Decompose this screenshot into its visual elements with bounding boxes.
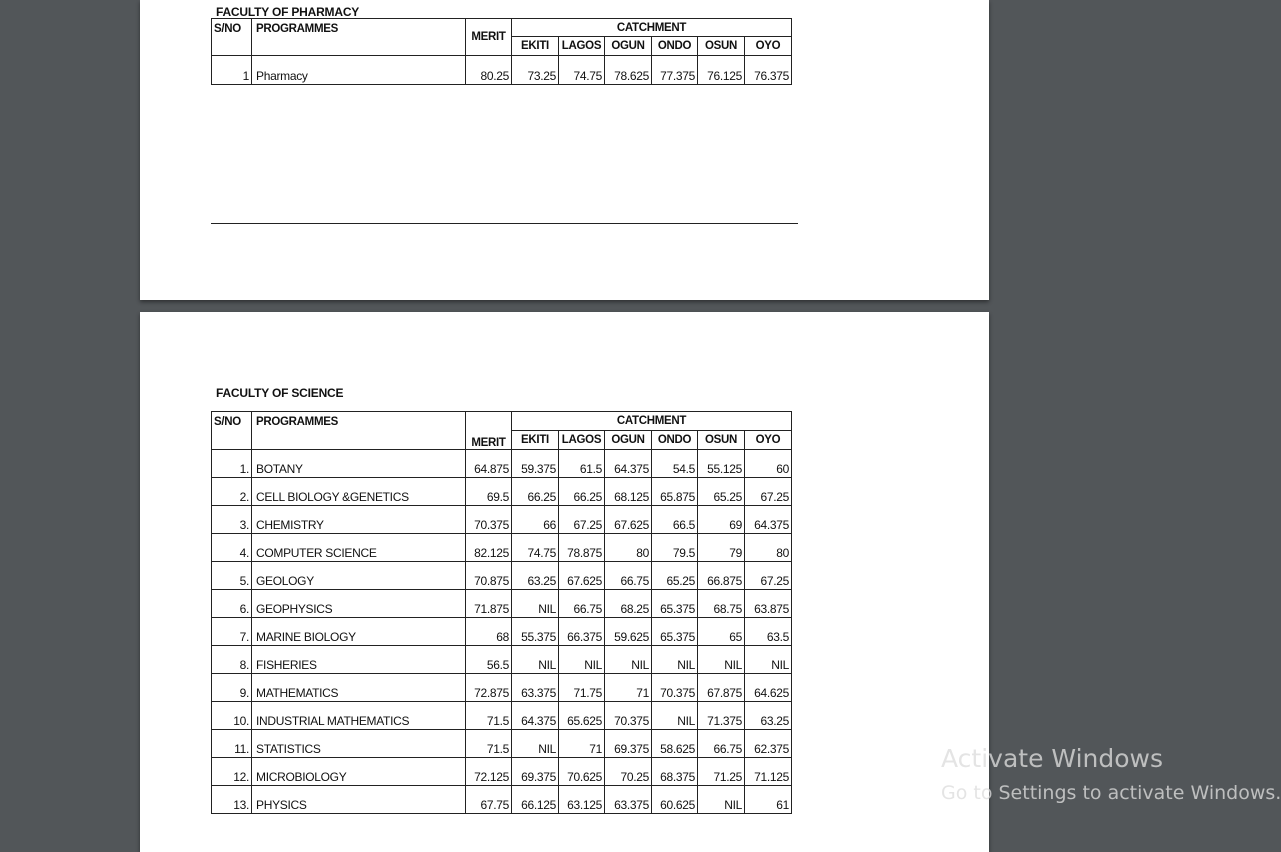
row-merit: 56.5 <box>466 646 512 674</box>
table-row <box>212 730 792 758</box>
row-oyo: 64.375 <box>745 506 792 534</box>
row-oyo: 67.25 <box>745 478 792 506</box>
header-state-lagos: LAGOS <box>559 431 605 450</box>
header-merit: MERIT <box>466 19 512 56</box>
row-ondo: 70.375 <box>652 674 698 702</box>
row-ekiti: 64.375 <box>512 702 559 730</box>
row-programme: MARINE BIOLOGY <box>252 618 466 646</box>
row-merit: 72.875 <box>466 674 512 702</box>
row-programme: COMPUTER SCIENCE <box>252 534 466 562</box>
row-ogun: NIL <box>605 646 652 674</box>
row-osun: 65 <box>698 618 745 646</box>
row-lagos: NIL <box>559 646 605 674</box>
header-state-ogun: OGUN <box>605 37 652 56</box>
table-row <box>212 702 792 730</box>
row-ekiti: 73.25 <box>512 56 559 85</box>
row-programme: INDUSTRIAL MATHEMATICS <box>252 702 466 730</box>
row-merit: 69.5 <box>466 478 512 506</box>
row-merit: 71.5 <box>466 730 512 758</box>
row-osun: 68.75 <box>698 590 745 618</box>
row-ogun: 69.375 <box>605 730 652 758</box>
row-sno: 4. <box>212 534 252 562</box>
row-programme: FISHERIES <box>252 646 466 674</box>
table-row <box>212 562 792 590</box>
science-cutoff-table <box>211 411 792 814</box>
pdf-page-2 <box>140 312 989 852</box>
header-state-ondo: ONDO <box>652 37 698 56</box>
row-oyo: 71.125 <box>745 758 792 786</box>
header-catchment: CATCHMENT <box>512 19 792 37</box>
row-osun: 66.875 <box>698 562 745 590</box>
row-sno: 13. <box>212 786 252 814</box>
pdf-page-1 <box>140 0 989 300</box>
activation-watermark-subtitle: Go to Settings to activate Windows. <box>941 782 1281 804</box>
row-sno: 6. <box>212 590 252 618</box>
row-sno: 10. <box>212 702 252 730</box>
table-row <box>212 478 792 506</box>
row-oyo: 64.625 <box>745 674 792 702</box>
row-sno: 1. <box>212 450 252 478</box>
row-sno: 7. <box>212 618 252 646</box>
row-sno: 1 <box>212 56 252 85</box>
row-merit: 64.875 <box>466 450 512 478</box>
header-state-ekiti: EKITI <box>512 37 559 56</box>
table-row <box>212 618 792 646</box>
header-state-oyo: OYO <box>745 431 792 450</box>
table-row <box>212 56 792 85</box>
row-osun: NIL <box>698 786 745 814</box>
row-ekiti: 55.375 <box>512 618 559 646</box>
row-oyo: 60 <box>745 450 792 478</box>
header-catchment: CATCHMENT <box>512 412 792 431</box>
row-merit: 80.25 <box>466 56 512 85</box>
table-row <box>212 646 792 674</box>
row-ondo: 58.625 <box>652 730 698 758</box>
row-ekiti: 66 <box>512 506 559 534</box>
table-row <box>212 590 792 618</box>
table-row <box>212 674 792 702</box>
row-ondo: 65.375 <box>652 618 698 646</box>
pharmacy-cutoff-table <box>211 18 792 85</box>
row-programme: GEOLOGY <box>252 562 466 590</box>
header-sno: S/NO <box>212 412 252 450</box>
row-ogun: 64.375 <box>605 450 652 478</box>
row-ogun: 80 <box>605 534 652 562</box>
header-state-ekiti: EKITI <box>512 431 559 450</box>
row-osun: 71.375 <box>698 702 745 730</box>
row-programme: PHYSICS <box>252 786 466 814</box>
row-ondo: 68.375 <box>652 758 698 786</box>
row-sno: 8. <box>212 646 252 674</box>
row-lagos: 71 <box>559 730 605 758</box>
row-merit: 71.5 <box>466 702 512 730</box>
row-programme: CELL BIOLOGY &GENETICS <box>252 478 466 506</box>
row-ekiti: 69.375 <box>512 758 559 786</box>
row-lagos: 78.875 <box>559 534 605 562</box>
row-sno: 12. <box>212 758 252 786</box>
row-osun: 79 <box>698 534 745 562</box>
row-lagos: 67.25 <box>559 506 605 534</box>
row-oyo: 80 <box>745 534 792 562</box>
row-ogun: 70.25 <box>605 758 652 786</box>
row-ekiti: NIL <box>512 646 559 674</box>
row-lagos: 66.375 <box>559 618 605 646</box>
row-ogun: 68.25 <box>605 590 652 618</box>
row-osun: 67.875 <box>698 674 745 702</box>
row-lagos: 70.625 <box>559 758 605 786</box>
row-ogun: 78.625 <box>605 56 652 85</box>
section-divider <box>211 223 798 224</box>
row-ogun: 66.75 <box>605 562 652 590</box>
row-sno: 11. <box>212 730 252 758</box>
row-ekiti: 66.125 <box>512 786 559 814</box>
table-row <box>212 758 792 786</box>
row-ogun: 67.625 <box>605 506 652 534</box>
row-lagos: 74.75 <box>559 56 605 85</box>
row-ondo: 77.375 <box>652 56 698 85</box>
header-programmes: PROGRAMMES <box>252 19 466 56</box>
row-merit: 71.875 <box>466 590 512 618</box>
row-oyo: 63.5 <box>745 618 792 646</box>
row-ondo: 65.375 <box>652 590 698 618</box>
row-programme: STATISTICS <box>252 730 466 758</box>
row-osun: 66.75 <box>698 730 745 758</box>
table-row <box>212 786 792 814</box>
row-sno: 5. <box>212 562 252 590</box>
activation-watermark-title: Activate Windows <box>941 744 1163 773</box>
row-merit: 67.75 <box>466 786 512 814</box>
row-ondo: 54.5 <box>652 450 698 478</box>
row-ekiti: 63.375 <box>512 674 559 702</box>
row-ogun: 68.125 <box>605 478 652 506</box>
row-lagos: 71.75 <box>559 674 605 702</box>
row-ogun: 71 <box>605 674 652 702</box>
row-ondo: 65.25 <box>652 562 698 590</box>
header-sno: S/NO <box>212 19 252 56</box>
row-oyo: 76.375 <box>745 56 792 85</box>
row-oyo: 67.25 <box>745 562 792 590</box>
row-ekiti: 59.375 <box>512 450 559 478</box>
header-state-osun: OSUN <box>698 37 745 56</box>
row-lagos: 65.625 <box>559 702 605 730</box>
row-ondo: 65.875 <box>652 478 698 506</box>
row-programme: CHEMISTRY <box>252 506 466 534</box>
row-osun: 65.25 <box>698 478 745 506</box>
row-ekiti: 63.25 <box>512 562 559 590</box>
faculty-title-pharmacy: FACULTY OF PHARMACY <box>216 5 360 19</box>
row-merit: 72.125 <box>466 758 512 786</box>
row-sno: 3. <box>212 506 252 534</box>
row-ondo: NIL <box>652 702 698 730</box>
row-ekiti: NIL <box>512 730 559 758</box>
row-ogun: 59.625 <box>605 618 652 646</box>
row-oyo: 61 <box>745 786 792 814</box>
row-sno: 9. <box>212 674 252 702</box>
header-merit: MERIT <box>466 412 512 450</box>
row-sno: 2. <box>212 478 252 506</box>
row-programme: GEOPHYSICS <box>252 590 466 618</box>
header-state-osun: OSUN <box>698 431 745 450</box>
row-merit: 70.875 <box>466 562 512 590</box>
row-lagos: 66.25 <box>559 478 605 506</box>
table-row <box>212 534 792 562</box>
row-programme: MATHEMATICS <box>252 674 466 702</box>
row-oyo: NIL <box>745 646 792 674</box>
row-ekiti: NIL <box>512 590 559 618</box>
header-state-ondo: ONDO <box>652 431 698 450</box>
row-lagos: 61.5 <box>559 450 605 478</box>
row-ogun: 63.375 <box>605 786 652 814</box>
row-ekiti: 66.25 <box>512 478 559 506</box>
row-osun: 71.25 <box>698 758 745 786</box>
table-row <box>212 506 792 534</box>
row-merit: 68 <box>466 618 512 646</box>
row-lagos: 67.625 <box>559 562 605 590</box>
row-ondo: NIL <box>652 646 698 674</box>
table-row <box>212 450 792 478</box>
row-osun: NIL <box>698 646 745 674</box>
header-state-lagos: LAGOS <box>559 37 605 56</box>
row-lagos: 63.125 <box>559 786 605 814</box>
header-state-ogun: OGUN <box>605 431 652 450</box>
row-merit: 82.125 <box>466 534 512 562</box>
row-oyo: 63.25 <box>745 702 792 730</box>
row-osun: 76.125 <box>698 56 745 85</box>
row-ondo: 66.5 <box>652 506 698 534</box>
row-osun: 55.125 <box>698 450 745 478</box>
row-programme: Pharmacy <box>252 56 466 85</box>
row-lagos: 66.75 <box>559 590 605 618</box>
row-programme: BOTANY <box>252 450 466 478</box>
header-programmes: PROGRAMMES <box>252 412 466 450</box>
row-ogun: 70.375 <box>605 702 652 730</box>
row-oyo: 62.375 <box>745 730 792 758</box>
science-table-body <box>212 450 792 814</box>
row-oyo: 63.875 <box>745 590 792 618</box>
row-ekiti: 74.75 <box>512 534 559 562</box>
row-osun: 69 <box>698 506 745 534</box>
row-ondo: 60.625 <box>652 786 698 814</box>
faculty-title-science: FACULTY OF SCIENCE <box>216 386 344 400</box>
row-merit: 70.375 <box>466 506 512 534</box>
row-programme: MICROBIOLOGY <box>252 758 466 786</box>
row-ondo: 79.5 <box>652 534 698 562</box>
header-state-oyo: OYO <box>745 37 792 56</box>
